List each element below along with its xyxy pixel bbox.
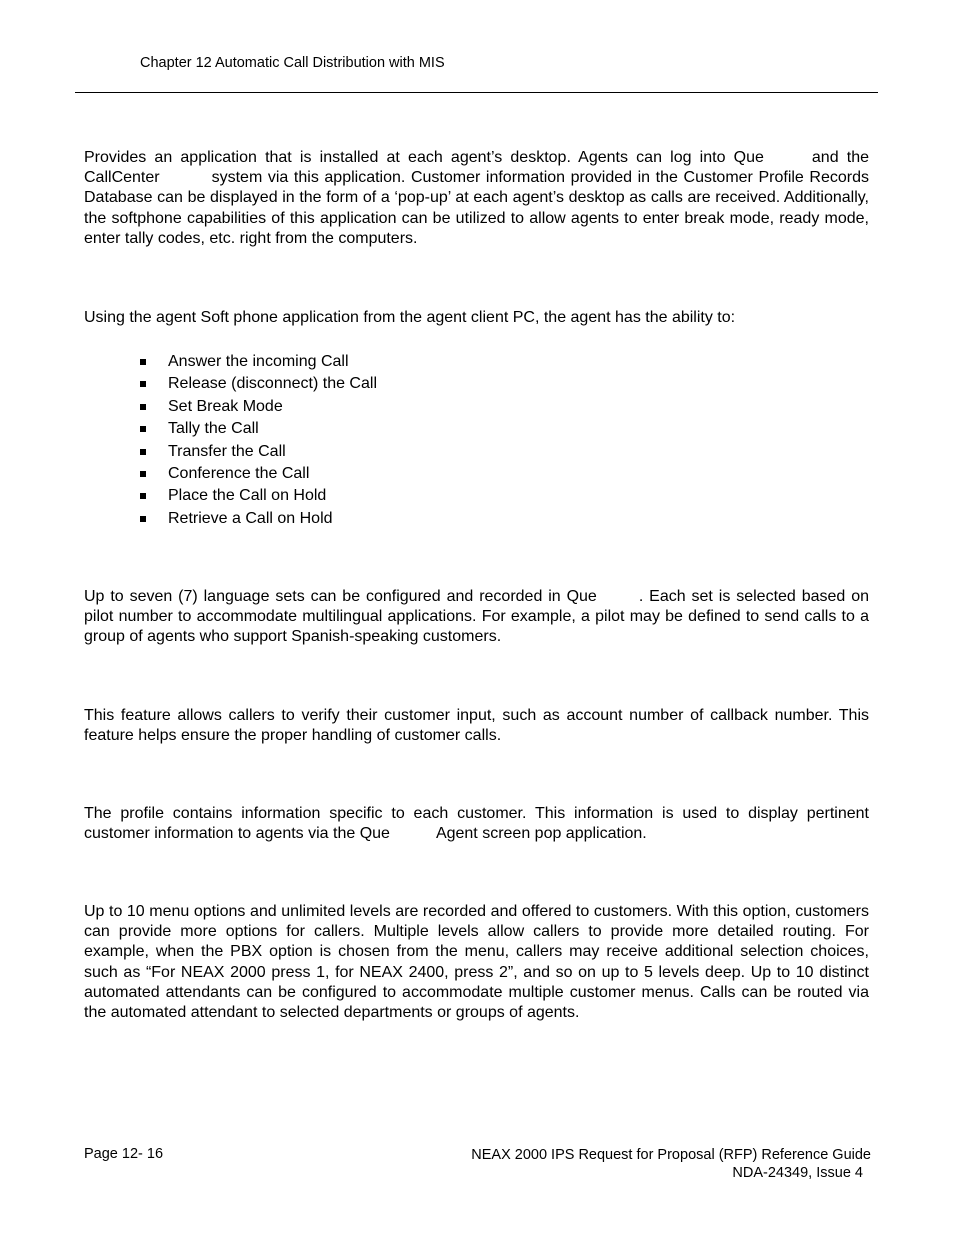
- bullet-icon: [140, 426, 146, 432]
- profile-text-b: Agent screen pop application.: [435, 825, 647, 843]
- softphone-intro: Using the agent Soft phone application from the agent client PC, the agent has the ability to:: [84, 309, 736, 326]
- agent-app-text-a: Provides an application that is installed at each agent’s desktop. Agents can log into Que: [84, 149, 764, 166]
- bullet-icon: [140, 359, 146, 365]
- agent-app-text-c: system via this application. Customer information provided in the Customer Profile Records Database can be displayed in the form of a ‘pop-up’ at each agent’s desktop as calls are received. Additionally, the softphone capabilities of this application can be utilized to allow agents to enter break mode, ready mode, enter tally codes, etc. right from the computers.: [84, 169, 869, 247]
- language-paragraph: [84, 587, 869, 648]
- verify-paragraph: This feature allows callers to verify their customer input, such as account number of callback number. This feature helps ensure the proper handling of customer calls.: [84, 707, 869, 745]
- agent-app-text-b: and the CallCenter: [84, 149, 870, 187]
- footer-doc-info: [471, 1146, 871, 1182]
- language-text-a: Up to seven (7) language sets can be configured and recorded in Que: [84, 588, 597, 605]
- bullet-icon: [140, 516, 146, 522]
- doc-number: NDA-24349, Issue 4: [732, 1165, 863, 1181]
- profile-text-a: The profile contains information specific to each customer. This information is used to display pertinent customer information to agents via the Que: [84, 805, 869, 843]
- bullet-icon: [140, 381, 146, 387]
- menu-paragraph: Up to 10 menu options and unlimited levels are recorded and offered to customers. With this option, customers can provide more options for callers. Multiple levels allow callers to provide more detailed routing. For example, when the PBX option is chosen from the menu, callers may receive additional selection choices, such as “For NEAX 2000 press 1, for NEAX 2400, press 2”, and so on up to 5 levels deep. Up to 10 distinct automated attendants can be configured to accommodate multiple customer menus. Calls can be routed via the automated attendant to selected departments or groups of agents.: [84, 903, 869, 1022]
- bullet-icon: [140, 471, 146, 477]
- language-text-b: . Each set is selected based on pilot number to accommodate multilingual applications. For example, a pilot may be defined to send calls to a group of agents who support Spanish-speaking customers.: [84, 588, 869, 646]
- header-divider: [75, 92, 878, 93]
- agent-app-paragraph: [84, 148, 869, 249]
- guide-title: NEAX 2000 IPS Request for Proposal (RFP) Reference Guide: [471, 1147, 871, 1163]
- bullet-icon: [140, 449, 146, 455]
- page-number: Page 12- 16: [84, 1146, 164, 1162]
- profile-paragraph: [84, 804, 869, 844]
- bullet-icon: [140, 404, 146, 410]
- chapter-title: Chapter 12 Automatic Call Distribution with MIS: [140, 55, 445, 71]
- bullet-icon: [140, 493, 146, 499]
